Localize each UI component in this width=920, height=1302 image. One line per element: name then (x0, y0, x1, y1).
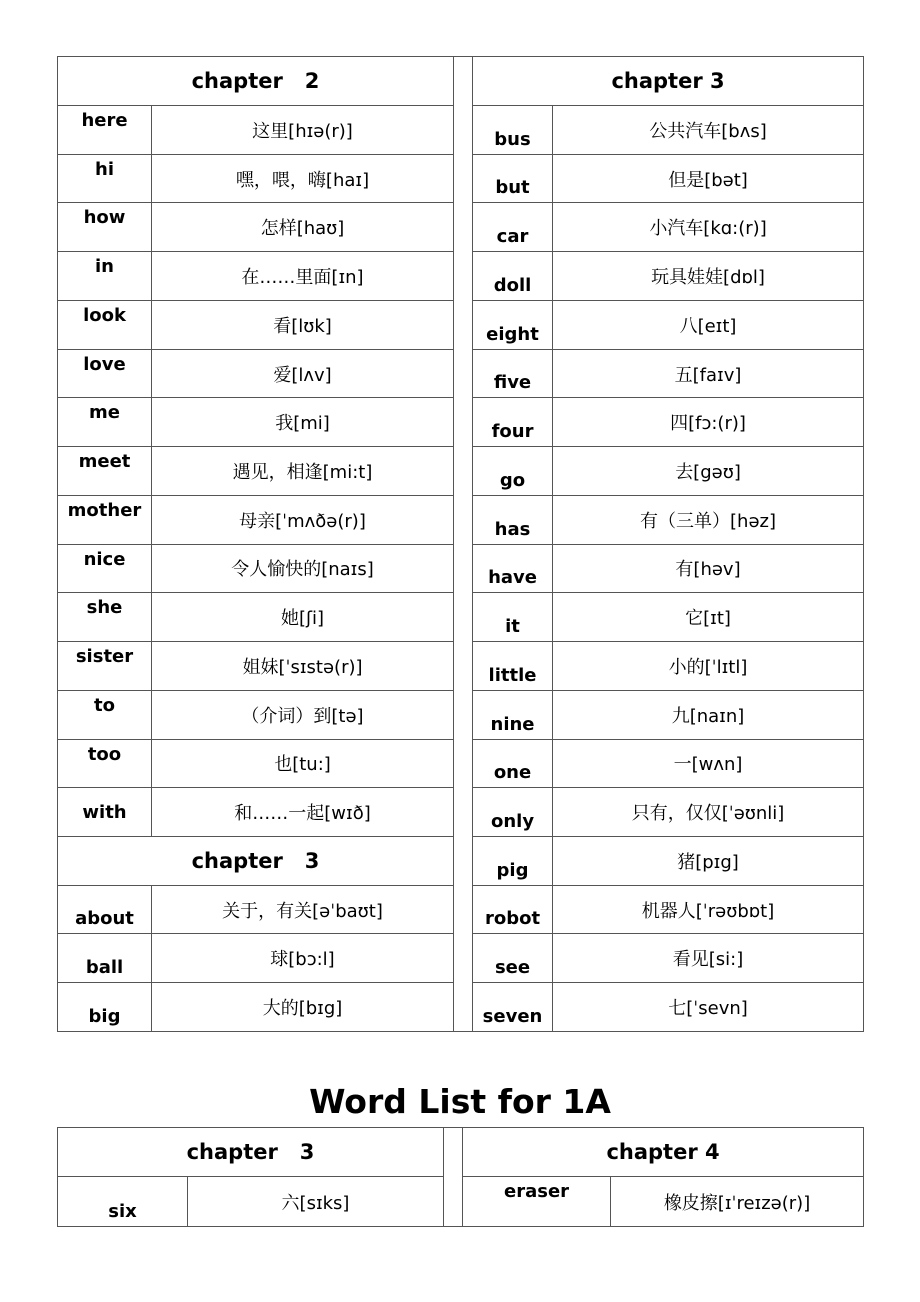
word-cell: look (58, 300, 152, 349)
word-cell: eight (473, 300, 553, 349)
chapter-header: chapter 2 (58, 57, 454, 106)
word-cell: little (473, 642, 553, 691)
word-cell: robot (473, 885, 553, 934)
meaning-cell: 玩具娃娃[dɒl] (553, 252, 864, 301)
word-cell: in (58, 252, 152, 301)
word-cell: pig (473, 837, 553, 886)
meaning-cell: 猪[pɪg] (553, 837, 864, 886)
word-cell: with (58, 788, 152, 837)
word-cell: about (58, 885, 152, 934)
meaning-cell: 橡皮擦[ɪˈreɪzə(r)] (611, 1177, 864, 1227)
word-cell: go (473, 447, 553, 496)
meaning-cell: 四[fɔ:(r)] (553, 398, 864, 447)
meaning-cell: 五[faɪv] (553, 349, 864, 398)
chapter-header: chapter 3 (58, 837, 454, 886)
meaning-cell: 她[ʃi] (152, 593, 454, 642)
meaning-cell: 在……里面[ɪn] (152, 252, 454, 301)
meaning-cell: 关于，有关[əˈbaʊt] (152, 885, 454, 934)
meaning-cell: 八[eɪt] (553, 300, 864, 349)
meaning-cell: 遇见，相逢[mi:t] (152, 447, 454, 496)
word-cell: eraser (463, 1177, 611, 1227)
meaning-cell: 这里[hɪə(r)] (152, 106, 454, 155)
word-table-2 (57, 1127, 864, 1227)
meaning-cell: 爱[lʌv] (152, 349, 454, 398)
word-cell: here (58, 106, 152, 155)
word-table-1 (57, 56, 864, 1032)
meaning-cell: 公共汽车[bʌs] (553, 106, 864, 155)
word-cell: meet (58, 447, 152, 496)
word-cell: to (58, 690, 152, 739)
chapter-header: chapter 3 (58, 1128, 444, 1177)
word-cell: five (473, 349, 553, 398)
meaning-cell: 看[lʊk] (152, 300, 454, 349)
word-cell: bus (473, 106, 553, 155)
word-cell: but (473, 154, 553, 203)
meaning-cell: 机器人[ˈrəʊbɒt] (553, 885, 864, 934)
word-cell: mother (58, 495, 152, 544)
word-cell: car (473, 203, 553, 252)
meaning-cell: 但是[bət] (553, 154, 864, 203)
word-cell: seven (473, 983, 553, 1032)
word-cell: see (473, 934, 553, 983)
meaning-cell: （介词）到[tə] (152, 690, 454, 739)
word-cell: too (58, 739, 152, 788)
meaning-cell: 嘿，喂，嗨[haɪ] (152, 154, 454, 203)
word-cell: she (58, 593, 152, 642)
chapter-header: chapter 4 (463, 1128, 864, 1177)
table-row (58, 57, 864, 106)
meaning-cell: 令人愉快的[naɪs] (152, 544, 454, 593)
word-cell: nice (58, 544, 152, 593)
word-cell: has (473, 495, 553, 544)
word-cell: it (473, 593, 553, 642)
word-cell: nine (473, 690, 553, 739)
meaning-cell: 七[ˈsevn] (553, 983, 864, 1032)
page-title: Word List for 1A (309, 1082, 611, 1121)
meaning-cell: 母亲[ˈmʌðə(r)] (152, 495, 454, 544)
meaning-cell: 也[tu:] (152, 739, 454, 788)
meaning-cell: 小汽车[kɑ:(r)] (553, 203, 864, 252)
word-cell: sister (58, 642, 152, 691)
meaning-cell: 大的[bɪg] (152, 983, 454, 1032)
meaning-cell: 球[bɔ:l] (152, 934, 454, 983)
meaning-cell: 有（三单）[həz] (553, 495, 864, 544)
word-cell: me (58, 398, 152, 447)
word-cell: four (473, 398, 553, 447)
word-cell: hi (58, 154, 152, 203)
meaning-cell: 六[sɪks] (188, 1177, 444, 1227)
column-gap (454, 57, 473, 1032)
meaning-cell: 我[mi] (152, 398, 454, 447)
meaning-cell: 怎样[haʊ] (152, 203, 454, 252)
word-cell: six (58, 1177, 188, 1227)
word-cell: one (473, 739, 553, 788)
meaning-cell: 小的[ˈlɪtl] (553, 642, 864, 691)
word-cell: love (58, 349, 152, 398)
meaning-cell: 有[həv] (553, 544, 864, 593)
word-cell: have (473, 544, 553, 593)
meaning-cell: 和……一起[wɪð] (152, 788, 454, 837)
word-cell: how (58, 203, 152, 252)
meaning-cell: 姐妹[ˈsɪstə(r)] (152, 642, 454, 691)
meaning-cell: 看见[si:] (553, 934, 864, 983)
column-gap (444, 1128, 463, 1227)
word-cell: ball (58, 934, 152, 983)
meaning-cell: 九[naɪn] (553, 690, 864, 739)
word-cell: big (58, 983, 152, 1032)
word-cell: doll (473, 252, 553, 301)
meaning-cell: 去[gəʊ] (553, 447, 864, 496)
chapter-header: chapter 3 (473, 57, 864, 106)
word-cell: only (473, 788, 553, 837)
meaning-cell: 只有，仅仅[ˈəʊnli] (553, 788, 864, 837)
table-row (58, 1128, 864, 1177)
meaning-cell: 它[ɪt] (553, 593, 864, 642)
meaning-cell: 一[wʌn] (553, 739, 864, 788)
